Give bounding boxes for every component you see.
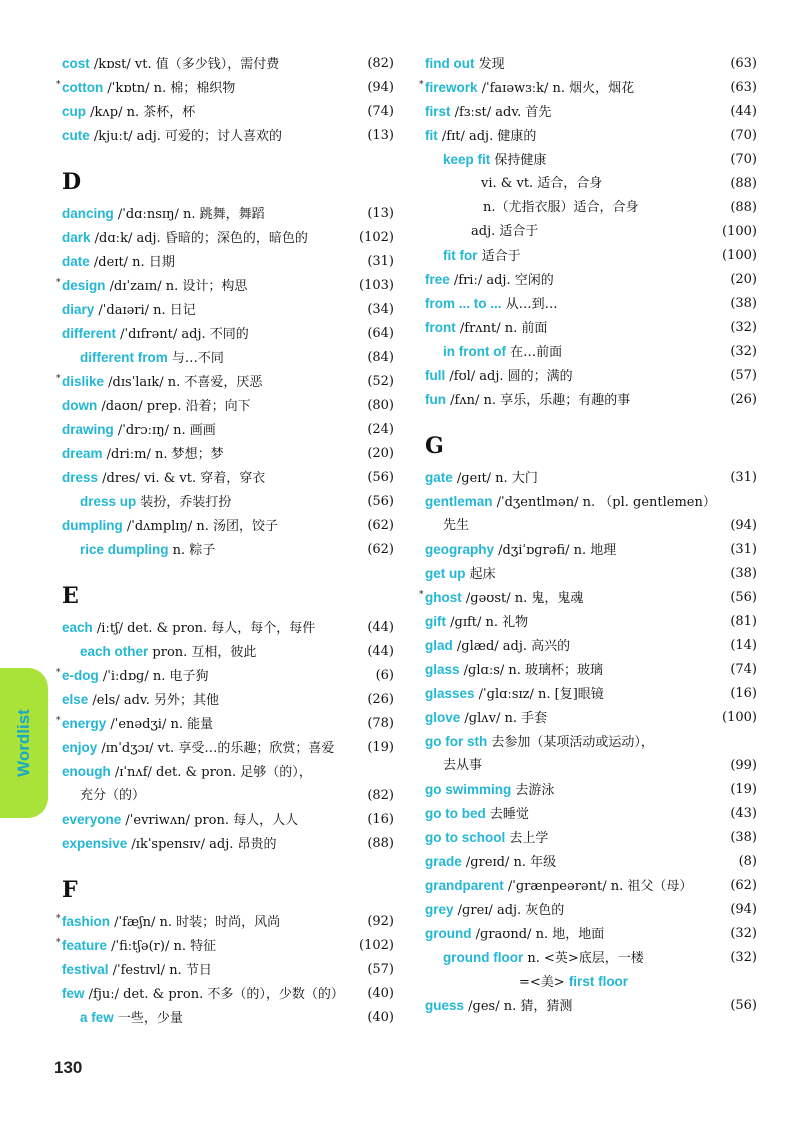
new-word-star-icon: * [56, 938, 61, 948]
unit-page-ref: (44) [367, 644, 394, 659]
unit-page-ref: (31) [730, 470, 757, 485]
wordlist-entry [62, 982, 394, 1006]
definition: 发现 [474, 57, 505, 72]
wordlist-entry [56, 934, 394, 958]
wordlist-entry [425, 364, 757, 388]
definition: /driːm/ n. 梦想；梦 [102, 447, 224, 462]
wordlist-entry [62, 418, 394, 442]
unit-page-ref: (80) [367, 398, 394, 413]
unit-page-ref: (63) [730, 56, 757, 71]
wordlist-entry [62, 808, 394, 832]
definition: /fɪt/ adj. 健康的 [437, 129, 537, 144]
wordlist-entry [425, 268, 757, 292]
definition: /ˈdɑːnsɪŋ/ n. 跳舞，舞蹈 [113, 207, 265, 222]
headword: dress up [80, 494, 137, 509]
unit-page-ref: (99) [730, 758, 757, 773]
headword: fit [425, 128, 438, 143]
wordlist-entry [425, 220, 757, 244]
unit-page-ref: (57) [730, 368, 757, 383]
unit-page-ref: (62) [367, 542, 394, 557]
definition: /ɪkˈspensɪv/ adj. 昂贵的 [127, 837, 277, 852]
unit-page-ref: (31) [367, 254, 394, 269]
definition: /ɡreɪ/ adj. 灰色的 [453, 903, 565, 918]
definition-continued: =<美> [519, 975, 569, 990]
unit-page-ref: (6) [375, 668, 394, 683]
unit-page-ref: (19) [730, 782, 757, 797]
wordlist-entry [62, 616, 394, 640]
wordlist-entry [425, 754, 757, 778]
unit-page-ref: (26) [367, 692, 394, 707]
headword: glove [425, 710, 461, 725]
headword: expensive [62, 836, 128, 851]
wordlist-entry [425, 946, 757, 970]
definition: /ɡeɪt/ n. 大门 [452, 471, 538, 486]
unit-page-ref: (62) [367, 518, 394, 533]
wordlist-entry [62, 124, 394, 148]
wordlist-entry [62, 640, 394, 664]
unit-page-ref: (84) [367, 350, 394, 365]
letter-heading: F [62, 877, 78, 903]
unit-page-ref: (103) [359, 278, 394, 293]
definition: /ɡreɪd/ n. 年级 [461, 855, 557, 870]
unit-page-ref: (88) [367, 836, 394, 851]
unit-page-ref: (81) [730, 614, 757, 629]
definition: /ˈdaɪəri/ n. 日记 [94, 303, 196, 318]
headword: festival [62, 962, 109, 977]
definition: 起床 [465, 567, 496, 582]
unit-page-ref: (32) [730, 950, 757, 965]
headword: glasses [425, 686, 475, 701]
headword: gift [425, 614, 446, 629]
definition: /kʌp/ n. 茶杯，杯 [86, 105, 196, 120]
unit-page-ref: (102) [359, 230, 394, 245]
unit-page-ref: (94) [367, 80, 394, 95]
wordlist-entry [62, 100, 394, 124]
definition: /dʒiˈɒɡrəfi/ n. 地理 [494, 543, 617, 558]
headword: keep fit [443, 152, 491, 167]
headword: fit for [443, 248, 478, 263]
headword: dream [62, 446, 103, 461]
headword: ghost [425, 590, 462, 605]
wordlist-entry [425, 148, 757, 172]
wordlist-entry [62, 466, 394, 490]
unit-page-ref: (13) [367, 128, 394, 143]
headword: go swimming [425, 782, 512, 797]
unit-page-ref: (78) [367, 716, 394, 731]
headword: cute [62, 128, 90, 143]
definition: /ɡəʊst/ n. 鬼，鬼魂 [461, 591, 584, 606]
new-word-star-icon: * [56, 278, 61, 288]
wordlist-entry [62, 322, 394, 346]
definition: 与…不同 [167, 351, 224, 366]
wordlist-entry [425, 802, 757, 826]
headword: dumpling [62, 518, 123, 533]
headword: glass [425, 662, 460, 677]
wordlist-entry [425, 874, 757, 898]
letter-heading: D [62, 169, 82, 195]
definition: /ɡlʌv/ n. 手套 [460, 711, 548, 726]
wordlist-entry [62, 514, 394, 538]
unit-page-ref: (14) [730, 638, 757, 653]
definition: /ˈdrɔːɪŋ/ n. 画画 [113, 423, 216, 438]
unit-page-ref: (32) [730, 320, 757, 335]
headword: enjoy [62, 740, 98, 755]
headword: different [62, 326, 116, 341]
wordlist-entry [425, 52, 757, 76]
new-word-star-icon: * [56, 374, 61, 384]
definition: /deɪt/ n. 日期 [89, 255, 175, 270]
headword: dislike [62, 374, 105, 389]
letter-heading: G [425, 433, 444, 459]
definition-continued: 去从事 [443, 758, 483, 773]
wordlist-entry [425, 538, 757, 562]
headword: grandparent [425, 878, 504, 893]
unit-page-ref: (38) [730, 566, 757, 581]
wordlist-entry [425, 898, 757, 922]
wordlist-entry [56, 910, 394, 934]
definition: 装扮，乔装打扮 [136, 495, 232, 510]
wordlist-side-tab [0, 668, 48, 818]
definition: /ɡraʊnd/ n. 地，地面 [471, 927, 605, 942]
headword: go to bed [425, 806, 486, 821]
wordlist-entry [419, 586, 757, 610]
unit-page-ref: (52) [367, 374, 394, 389]
wordlist-entry [425, 610, 757, 634]
wordlist-entry [62, 760, 394, 784]
definition: /ɪˈnʌf/ det. & pron. 足够（的）， [110, 765, 312, 780]
headword: from ... to ... [425, 296, 502, 311]
wordlist-entry [425, 388, 757, 412]
wordlist-entry [425, 292, 757, 316]
unit-page-ref: (31) [730, 542, 757, 557]
unit-page-ref: (56) [367, 470, 394, 485]
headword: drawing [62, 422, 114, 437]
definition: /ˈfiːtʃə(r)/ n. 特征 [107, 939, 217, 954]
headword: free [425, 272, 450, 287]
unit-page-ref: (8) [738, 854, 757, 869]
definition-continued: 先生 [443, 518, 470, 533]
definition: /dɪˈzaɪn/ n. 设计；构思 [105, 279, 248, 294]
unit-page-ref: (62) [730, 878, 757, 893]
wordlist-entry [425, 466, 757, 490]
unit-page-ref: (24) [367, 422, 394, 437]
wordlist-entry [425, 826, 757, 850]
unit-page-ref: (92) [367, 914, 394, 929]
unit-page-ref: (94) [730, 518, 757, 533]
definition: /ˈɡlɑːsɪz/ n. [复]眼镜 [474, 687, 604, 702]
wordlist-entry [425, 970, 757, 994]
unit-page-ref: (38) [730, 296, 757, 311]
wordlist-entry [62, 784, 394, 808]
wordlist-entry [62, 202, 394, 226]
definition: /ɪnˈdʒɔɪ/ vt. 享受…的乐趣；欣赏；喜爱 [97, 741, 335, 756]
wordlist-entry [425, 100, 757, 124]
headword: in front of [443, 344, 506, 359]
definition: /ɡlɑːs/ n. 玻璃杯；玻璃 [459, 663, 604, 678]
headword: ground [425, 926, 472, 941]
headword: get up [425, 566, 466, 581]
wordlist-entry [62, 226, 394, 250]
unit-page-ref: (100) [722, 248, 757, 263]
unit-page-ref: (57) [367, 962, 394, 977]
unit-page-ref: (34) [367, 302, 394, 317]
wordlist-entry [56, 76, 394, 100]
headword: dancing [62, 206, 114, 221]
unit-page-ref: (82) [367, 788, 394, 803]
wordlist-entry [425, 196, 757, 220]
new-word-star-icon: * [419, 590, 424, 600]
side-tab-label: Wordlist [14, 709, 33, 777]
unit-page-ref: (56) [730, 998, 757, 1013]
unit-page-ref: (16) [730, 686, 757, 701]
headword: dark [62, 230, 91, 245]
wordlist-entry [419, 76, 757, 100]
wordlist-entry [62, 958, 394, 982]
definition: /ˈfaɪəwɜːk/ n. 烟火，烟花 [477, 81, 635, 96]
headword: cost [62, 56, 90, 71]
wordlist-entry [62, 250, 394, 274]
headword: gate [425, 470, 453, 485]
headword: glad [425, 638, 453, 653]
headword: grade [425, 854, 462, 869]
wordlist-entry [425, 514, 757, 538]
headword: else [62, 692, 89, 707]
unit-page-ref: (19) [367, 740, 394, 755]
headword: guess [425, 998, 465, 1013]
wordlist-entry [425, 658, 757, 682]
definition: /ˈfestɪvl/ n. 节日 [108, 963, 212, 978]
headword: go for sth [425, 734, 488, 749]
wordlist-column-left [56, 52, 394, 1030]
unit-page-ref: (26) [730, 392, 757, 407]
headword: dress [62, 470, 99, 485]
definition: 去游泳 [511, 783, 555, 798]
unit-page-ref: (70) [730, 152, 757, 167]
headword: go to school [425, 830, 506, 845]
definition: 适合于 [477, 249, 521, 264]
definition: /ˈdɪfrənt/ adj. 不同的 [116, 327, 249, 342]
headword: first floor [568, 974, 629, 989]
wordlist-entry [62, 832, 394, 856]
headword: find out [425, 56, 475, 71]
definition: /ɡɪft/ n. 礼物 [446, 615, 529, 630]
definition: /ˈfæʃn/ n. 时装；时尚，风尚 [110, 915, 281, 930]
wordlist-entry [425, 730, 757, 754]
new-word-star-icon: * [56, 668, 61, 678]
headword: e-dog [62, 668, 99, 683]
additional-sense: n.（尤指衣服）适合，合身 [483, 200, 639, 215]
wordlist-entry [56, 664, 394, 688]
definition: 从…到… [501, 297, 558, 312]
new-word-star-icon: * [56, 716, 61, 726]
headword: full [425, 368, 446, 383]
definition: 一些，少量 [113, 1011, 183, 1026]
wordlist-entry [62, 394, 394, 418]
new-word-star-icon: * [419, 80, 424, 90]
headword: ground floor [443, 950, 524, 965]
definition-continued: 充分（的） [80, 788, 146, 803]
definition: /els/ adv. 另外；其他 [88, 693, 219, 708]
definition: /frʌnt/ n. 前面 [455, 321, 548, 336]
definition: /ˈevriwʌn/ pron. 每人，人人 [121, 813, 299, 828]
definition: /ˈdʒentlmən/ n. （pl. gentlemen） [492, 495, 716, 510]
wordlist-entry [62, 52, 394, 76]
wordlist-entry [56, 712, 394, 736]
definition: 去睡觉 [485, 807, 529, 822]
definition: /ˈdʌmplɪŋ/ n. 汤团，饺子 [122, 519, 278, 534]
unit-page-ref: (74) [730, 662, 757, 677]
new-word-star-icon: * [56, 914, 61, 924]
unit-page-ref: (38) [730, 830, 757, 845]
headword: feature [62, 938, 108, 953]
wordlist-entry [425, 634, 757, 658]
definition: 在…前面 [505, 345, 563, 360]
unit-page-ref: (43) [730, 806, 757, 821]
headword: geography [425, 542, 495, 557]
new-word-star-icon: * [56, 80, 61, 90]
definition: /dɑːk/ adj. 昏暗的；深色的，暗色的 [90, 231, 308, 246]
wordlist-entry [62, 346, 394, 370]
headword: fun [425, 392, 446, 407]
definition: /fʊl/ adj. 圆的；满的 [445, 369, 573, 384]
wordlist-entry [425, 172, 757, 196]
wordlist-entry [62, 1006, 394, 1030]
unit-page-ref: (13) [367, 206, 394, 221]
wordlist-entry [425, 682, 757, 706]
wordlist-entry [425, 124, 757, 148]
unit-page-ref: (100) [722, 224, 757, 239]
page-number: 130 [54, 1058, 83, 1077]
wordlist-entry [56, 274, 394, 298]
headword: gentleman [425, 494, 493, 509]
headword: a few [80, 1010, 114, 1025]
definition: /daʊn/ prep. 沿着；向下 [97, 399, 251, 414]
unit-page-ref: (20) [730, 272, 757, 287]
definition: /kɒst/ vt. 值（多少钱），需付费 [89, 57, 280, 72]
definition: /kjuːt/ adj. 可爱的；讨人喜欢的 [89, 129, 283, 144]
headword: rice dumpling [80, 542, 169, 557]
definition: /iːtʃ/ det. & pron. 每人，每个，每件 [92, 621, 316, 636]
headword: fashion [62, 914, 111, 929]
unit-page-ref: (40) [367, 1010, 394, 1025]
wordlist-entry [62, 298, 394, 322]
definition: /ˈkɒtn/ n. 棉；棉织物 [103, 81, 236, 96]
headword: energy [62, 716, 107, 731]
definition: /dɪsˈlaɪk/ n. 不喜爱，厌恶 [104, 375, 263, 390]
definition: /dres/ vi. & vt. 穿着，穿衣 [98, 471, 266, 486]
definition: /fɜːst/ adv. 首先 [450, 105, 552, 120]
headword: everyone [62, 812, 122, 827]
wordlist-entry [425, 562, 757, 586]
headword: front [425, 320, 456, 335]
headword: diary [62, 302, 95, 317]
wordlist-entry [62, 736, 394, 760]
unit-page-ref: (16) [367, 812, 394, 827]
headword: down [62, 398, 98, 413]
wordlist-entry [62, 538, 394, 562]
additional-sense: adj. 适合于 [471, 224, 539, 239]
wordlist-entry [425, 244, 757, 268]
headword: enough [62, 764, 111, 779]
headword: cotton [62, 80, 104, 95]
unit-page-ref: (82) [367, 56, 394, 71]
unit-page-ref: (94) [730, 902, 757, 917]
definition: /fʌn/ n. 享乐，乐趣；有趣的事 [446, 393, 631, 408]
headword: grey [425, 902, 454, 917]
definition: 保持健康 [490, 153, 547, 168]
unit-page-ref: (100) [722, 710, 757, 725]
wordlist-entry [425, 778, 757, 802]
unit-page-ref: (44) [730, 104, 757, 119]
unit-page-ref: (40) [367, 986, 394, 1001]
wordlist-entry [425, 850, 757, 874]
unit-page-ref: (20) [367, 446, 394, 461]
headword: each [62, 620, 93, 635]
definition: 去参加（某项活动或运动）， [487, 735, 654, 750]
wordlist-entry [62, 490, 394, 514]
definition: /ˈenədʒi/ n. 能量 [106, 717, 214, 732]
wordlist-entry [425, 706, 757, 730]
headword: design [62, 278, 106, 293]
definition: n. <英>底层，一楼 [523, 951, 644, 966]
wordlist-entry [62, 688, 394, 712]
unit-page-ref: (88) [730, 200, 757, 215]
wordlist-entry [425, 922, 757, 946]
unit-page-ref: (44) [367, 620, 394, 635]
unit-page-ref: (32) [730, 344, 757, 359]
letter-heading: E [62, 583, 79, 609]
definition: /friː/ adj. 空闲的 [449, 273, 554, 288]
definition: /ɡlæd/ adj. 高兴的 [452, 639, 571, 654]
wordlist-entry [56, 370, 394, 394]
headword: cup [62, 104, 87, 119]
headword: few [62, 986, 85, 1001]
additional-sense: vi. & vt. 适合，合身 [481, 176, 603, 191]
wordlist-entry [62, 442, 394, 466]
unit-page-ref: (56) [730, 590, 757, 605]
definition: /ˈiːdɒɡ/ n. 电子狗 [98, 669, 209, 684]
unit-page-ref: (63) [730, 80, 757, 95]
wordlist-column-right [419, 52, 757, 1018]
wordlist-entry [425, 316, 757, 340]
wordlist-entry [425, 994, 757, 1018]
headword: each other [80, 644, 149, 659]
headword: different from [80, 350, 168, 365]
unit-page-ref: (56) [367, 494, 394, 509]
definition: /fjuː/ det. & pron. 不多（的），少数（的） [84, 987, 344, 1002]
headword: date [62, 254, 90, 269]
definition: pron. 互相，彼此 [148, 645, 257, 660]
wordlist-entry [425, 340, 757, 364]
unit-page-ref: (88) [730, 176, 757, 191]
definition: 去上学 [505, 831, 549, 846]
unit-page-ref: (74) [367, 104, 394, 119]
definition: /ɡes/ n. 猜，猜测 [464, 999, 573, 1014]
unit-page-ref: (64) [367, 326, 394, 341]
headword: first [425, 104, 451, 119]
definition: /ˈɡrænpeərənt/ n. 祖父（母） [503, 879, 693, 894]
unit-page-ref: (32) [730, 926, 757, 941]
unit-page-ref: (102) [359, 938, 394, 953]
definition: n. 粽子 [168, 543, 216, 558]
headword: firework [425, 80, 478, 95]
unit-page-ref: (70) [730, 128, 757, 143]
wordlist-entry [425, 490, 757, 514]
